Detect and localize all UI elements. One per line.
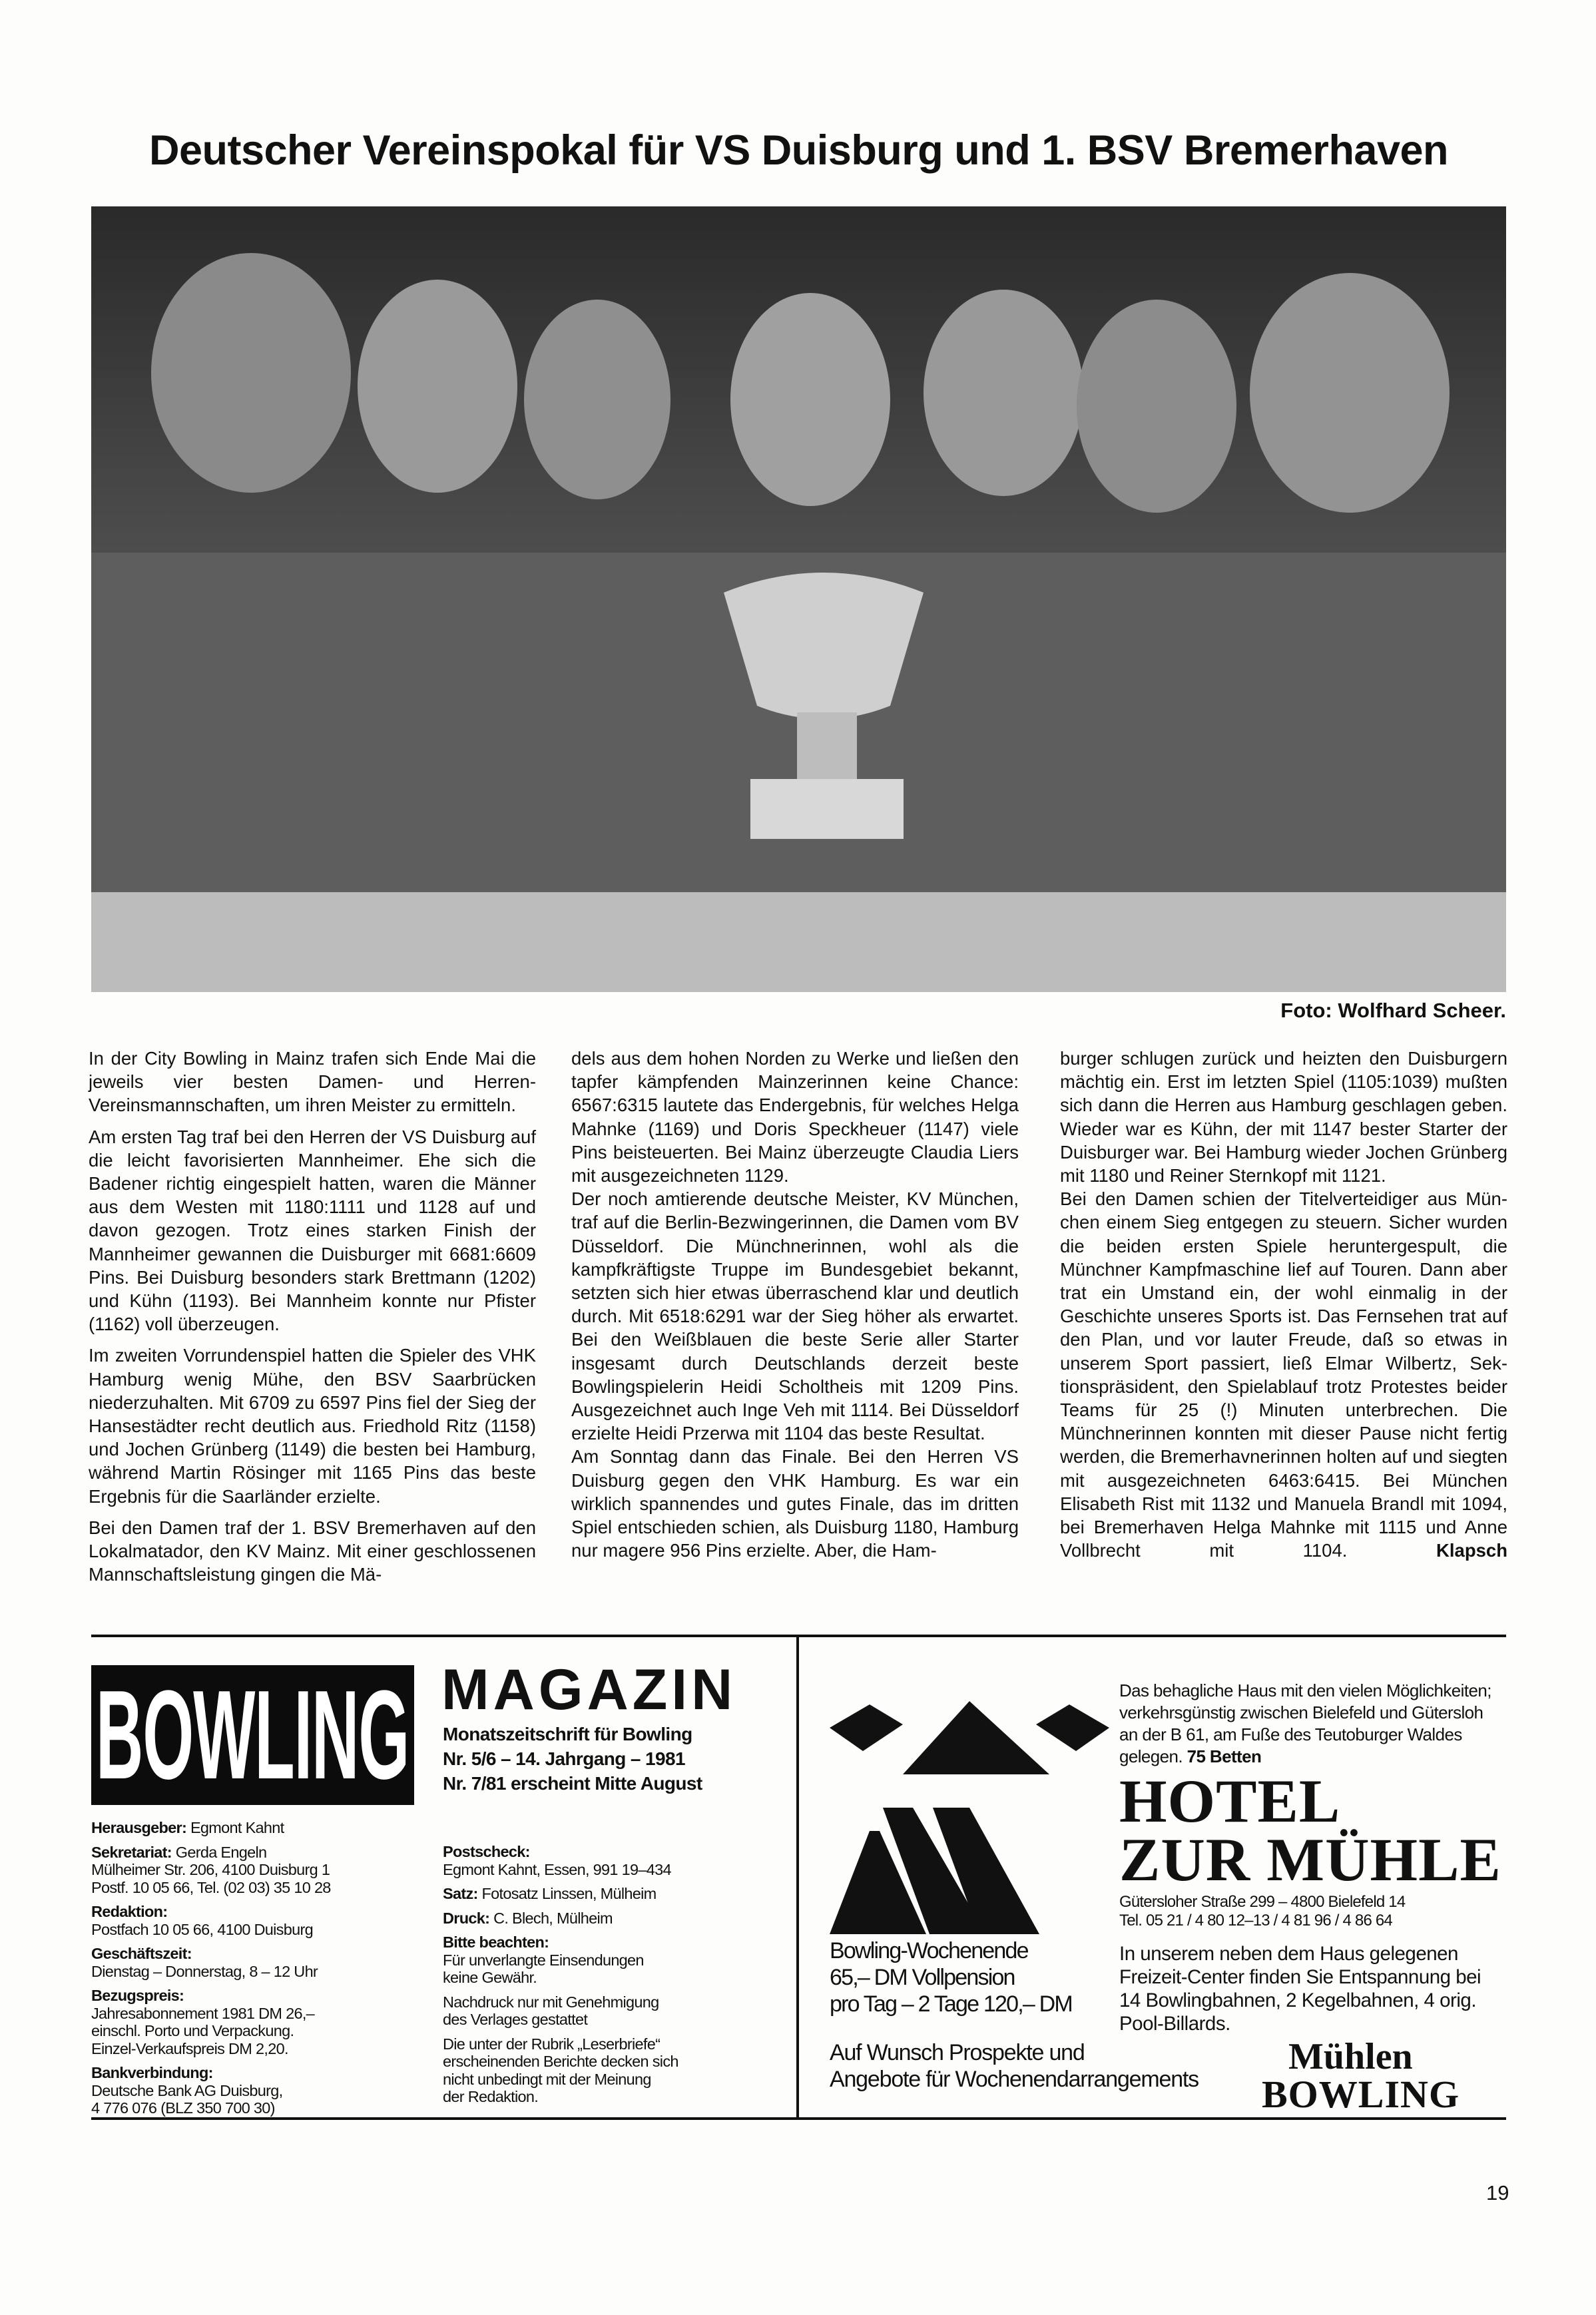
- imprint-label: Bezugspreis:: [91, 1987, 184, 2004]
- article-title: Deutscher Vereinspokal für VS Duisburg und 1. BSV Bremerhaven: [148, 127, 1449, 174]
- weekend-line: pro Tag – 2 Tage 120,– DM: [830, 1991, 1072, 2017]
- imprint-block: [91, 1844, 437, 1897]
- page-number: 19: [1486, 2181, 1509, 2204]
- imprint-label: Druck:: [443, 1909, 490, 1927]
- imprint-line: Egmont Kahnt, Essen, 991 19–434: [443, 1860, 671, 1878]
- article-paragraph: In der City Bowling in Mainz trafen sich Ende Mai die jeweils vier besten Damen- und Herren-Vereinsmannschaften, um ihren Meister zu ermitteln.: [89, 1048, 536, 1116]
- article-paragraph: dels aus dem hohen Norden zu Werke und ließen den tapfer kämpfenden Mainzerinnen keine Chance: 6567:6315 lautete das Endergebnis, für welches Helga Mahnke (1169) und Doris Speckheuer (1147) viele Pins beisteuerten. Bei Mainz überzeugte Claudia Liers mit ausgezeichneten 1129.: [571, 1048, 1019, 1186]
- prospekte-text: [830, 2039, 1242, 2093]
- imprint-line: Postf. 10 05 66, Tel. (02 03) 35 10 28: [91, 1878, 331, 1896]
- imprint-label: Herausgeber:: [91, 1819, 187, 1836]
- imprint-label: Bankverbindung:: [91, 2064, 213, 2081]
- bowling-logo-line: BOWLING: [1262, 2073, 1460, 2116]
- subtitle-line: Nr. 7/81 erscheint Mitte August: [443, 1773, 702, 1794]
- imprint-line: 4 776 076 (BLZ 350 700 30): [91, 2099, 275, 2117]
- imprint-value: Gerda Engeln: [175, 1843, 267, 1861]
- imprint-block: [443, 1910, 789, 1928]
- hotel-street: Güterslоher Straße 299 – 4800 Bielefeld 14: [1119, 1893, 1406, 1911]
- magazin-title: MAGAZIN: [441, 1658, 737, 1722]
- hotel-intro-text: Das behagliche Haus mit den vielen Möglichkeiten; verkehrsgünstig zwischen Bielefeld und Gütersloh an der B 61, am Fuße des Teutoburger Waldes gelegen.: [1119, 1680, 1491, 1766]
- article-paragraph: burger schlugen zurück und heizten den Duisburgern mächtig ein. Erst im letzten Spiel (1105:1039) mußten sich dann die Herren aus Hamburg geschlagen geben. Wieder war es Kühn, der mit 1147 bester Starter der Duisburger war. Bei Hamburg wieder Jochen Grünberg mit 1180 und Reiner Sternkopf mit 1121.: [1060, 1048, 1507, 1186]
- imprint-heading: [443, 1933, 789, 1951]
- article-paragraph: Am Sonntag dann das Finale. Bei den Herren VS Duisburg gegen den VHK Hamburg. Es war ein wirklich spannendes und gutes Finale, das im dritten Spiel entschieden schien, als Duisburg 1180, Hamburg nur magere 956 Pins erzielte. Aber, die Ham-: [571, 1446, 1019, 1561]
- imprint-block: [443, 1843, 789, 1878]
- imprint-block: [91, 2064, 437, 2117]
- imprint-line: Postfach 10 05 66, 4100 Duisburg: [91, 1920, 313, 1938]
- hotel-name: [1119, 1767, 1505, 1894]
- article-column-1: [89, 1047, 536, 1586]
- imprint-block: [443, 2035, 789, 2106]
- imprint-line: Nachdruck nur mit Genehmigung: [443, 1993, 659, 2011]
- muehlen-logo-line: Mühlen: [1288, 2036, 1413, 2077]
- imprint-line: Mülheimer Str. 206, 4100 Duisburg 1: [91, 1861, 330, 1878]
- imprint-heading: [443, 1885, 789, 1903]
- imprint-heading: [91, 2064, 437, 2082]
- subtitle-line: Monatszeitschrift für Bowling: [443, 1724, 692, 1744]
- prospekte-line: Angebote für Wochenendarrangements: [830, 2067, 1198, 2092]
- imprint-heading: [91, 1903, 437, 1921]
- imprint-block: [91, 1945, 437, 1980]
- bowling-logo: [91, 1665, 414, 1805]
- article-paragraph: Der noch amtierende deutsche Meister, KV München, traf auf die Berlin-Bezwingerinnen, die Damen vom BV Düsseldorf. Die Münchnerinnen, wohl als die kampfkräftigste Truppe im Bundesgebiet bekannt, setzten sich hier etwas überraschend klar und deutlich durch. Mit 6518:6291 war der Sieg höher als erwartet. Bei den Weißblauen die beste Serie aller Starter insgesamt durch Deutschlands derzeit beste Bowlingspielerin Heidi Scholtheis mit 1209 Pins. Ausgezeichnet auch Inge Veh mit 1114. Bei Düsseldorf erzielte Heidi Przerwa mit 1104 das beste Resultat.: [571, 1188, 1019, 1444]
- prospekte-line: Auf Wunsch Prospekte und: [830, 2040, 1085, 2065]
- imprint-line: Einzel-Verkaufspreis DM 2,20.: [91, 2039, 288, 2057]
- weekend-line: Bowling-Wochenende: [830, 1938, 1028, 1963]
- imprint-value: Egmont Kahnt: [190, 1819, 284, 1836]
- photo-credit: Foto: Wolfhard Scheer.: [1280, 999, 1506, 1022]
- hotel-center-text: In unserem neben dem Haus gelegenen Freizeit-Center finden Sie Entspannung bei 14 Bowlingbahnen, 2 Kegelbahnen, 4 orig. Pool-Billards.: [1119, 1943, 1481, 2035]
- muehlen-bowling-logo: [1262, 2038, 1505, 2114]
- article-column-2: [571, 1047, 1019, 1562]
- imprint-line: nicht unbedingt mit der Meinung: [443, 2070, 651, 2088]
- imprint-block: [443, 1933, 789, 1987]
- imprint-block: [443, 1885, 789, 1903]
- imprint-heading: [91, 1987, 437, 2005]
- hotel-name-line: ZUR MÜHLE: [1119, 1826, 1501, 1894]
- imprint-block: [91, 1987, 437, 2057]
- imprint-line: Die unter der Rubrik „Leserbriefe“: [443, 2035, 661, 2053]
- imprint-line: erscheinenden Berichte decken sich: [443, 2053, 678, 2070]
- hotel-beds: 75 Betten: [1187, 1746, 1262, 1766]
- team-photo: [91, 206, 1506, 992]
- article-paragraph: Bei den Damen traf der 1. BSV Bremerhaven auf den Lokalmatador, den KV Mainz. Mit einer geschlossenen Mannschaftsleistung gingen die Mä-: [89, 1517, 536, 1585]
- imprint-label: Postscheck:: [443, 1843, 530, 1860]
- hotel-name-line: HOTEL: [1119, 1767, 1341, 1835]
- imprint-line: Dienstag – Donnerstag, 8 – 12 Uhr: [91, 1962, 318, 1980]
- article-author: Klapsch: [1436, 1540, 1508, 1561]
- imprint-value: C. Blech, Mülheim: [493, 1909, 613, 1927]
- article-paragraph: Im zweiten Vorrundenspiel hatten die Spieler des VHK Hamburg wenig Mühe, den BSV Saarbrücken niederzuhalten. Mit 6709 zu 6597 Pins fiel der Sieg der Hansestädter recht deutlich aus. Friedhold Ritz (1158) und Jochen Grünberg (1149) die besten bei Hamburg, während Martin Rösinger mit 1165 Pins das beste Ergebnis für die Saarländer erzielte.: [89, 1345, 536, 1507]
- weekend-offer: [830, 1937, 1113, 2017]
- hotel-windmill-logo: [830, 1688, 1109, 1934]
- imprint-label: Redaktion:: [91, 1903, 168, 1920]
- divider: [796, 1635, 799, 2119]
- imprint-heading: [443, 1843, 789, 1861]
- imprint-right: [443, 1843, 789, 2113]
- imprint-line: Jahresabonnement 1981 DM 26,–: [91, 2004, 315, 2022]
- imprint-line: Deutsche Bank AG Duisburg,: [91, 2081, 283, 2099]
- imprint-line: des Verlages gestattet: [443, 2011, 588, 2028]
- imprint-line: Für unverlangte Einsendungen: [443, 1951, 644, 1969]
- imprint-label: Sekretariat:: [91, 1843, 172, 1861]
- imprint-label: Geschäftszeit:: [91, 1945, 192, 1962]
- imprint-line: der Redaktion.: [443, 2088, 539, 2105]
- imprint-line: einschl. Porto und Verpackung.: [91, 2022, 294, 2039]
- masthead-subtitle: [443, 1722, 702, 1796]
- imprint-block: [91, 1819, 437, 1837]
- imprint-block: [91, 1903, 437, 1938]
- imprint-heading: [443, 1910, 789, 1928]
- article-paragraph: Bei den Damen schien der Titelverteidiger aus München einem Sieg entgegen zu steuern. Sicher wurden die beiden ersten Spiele heruntergespult, die Münchner Kampfmaschine lief auf Touren. Dann aber trat ein Umstand ein, der wohl einmalig in der Geschichte unseres Sports ist. Das Fernsehen trat auf den Plan, und vor lauter Freude, daß so etwas in unserem Sport passiert, ließ Elmar Wilbertz, Sektionspräsident, den Spielablauf trotz Protestes beider Teams für 25 (!) Minuten unterbrechen. Die Münchnerinnen konnten mit dieser Pause nicht fertig werden, die Bremerhavnerinnen holten auf und siegten mit ausgezeichneten 6463:6415. Bei München Elisabeth Rist mit 1132 und Manuela Brandl mit 1094, bei Bremerhaven Helga Mahnke mit 1115 und Anne Vollbrecht mit 1104.: [1060, 1188, 1507, 1561]
- imprint-heading: [91, 1819, 437, 1837]
- imprint-left: [91, 1819, 437, 2124]
- article-column-3: [1060, 1047, 1507, 1562]
- imprint-heading: [91, 1945, 437, 1963]
- hotel-intro: [1119, 1680, 1505, 1768]
- imprint-line: keine Gewähr.: [443, 1969, 537, 1986]
- hotel-phone: Tel. 05 21 / 4 80 12–13 / 4 81 96 / 4 86 64: [1119, 1912, 1392, 1929]
- imprint-block: [443, 1993, 789, 2029]
- weekend-line: 65,– DM Vollpension: [830, 1965, 1015, 1990]
- article-paragraph-final: [1060, 1187, 1507, 1562]
- hotel-address: [1119, 1893, 1505, 1930]
- imprint-heading: [91, 1844, 437, 1862]
- imprint-value: Fotosatz Linssen, Mülheim: [481, 1885, 657, 1902]
- imprint-label: Bitte beachten:: [443, 1933, 549, 1951]
- article-paragraph: Am ersten Tag traf bei den Herren der VS Duisburg auf die leicht favorisierten Mannheimer. Ehe sich die Badener richtig eingespielt hatten, waren die Männer aus dem Westen mit 1180:1111 und 1128 auf und davon gezogen. Trotz eines starken Finish der Mannheimer gewannen die Duisburger mit 6681:6609 Pins. Bei Duisburg besonders stark Brettmann (1202) und Kühn (1193). Bei Mannheim konnte nur Pfister (1162) voll überzeugen.: [89, 1126, 536, 1335]
- imprint-label: Satz:: [443, 1885, 478, 1902]
- subtitle-line: Nr. 5/6 – 14. Jahrgang – 1981: [443, 1748, 685, 1769]
- bowling-logo-text: BOWLING: [96, 1665, 409, 1805]
